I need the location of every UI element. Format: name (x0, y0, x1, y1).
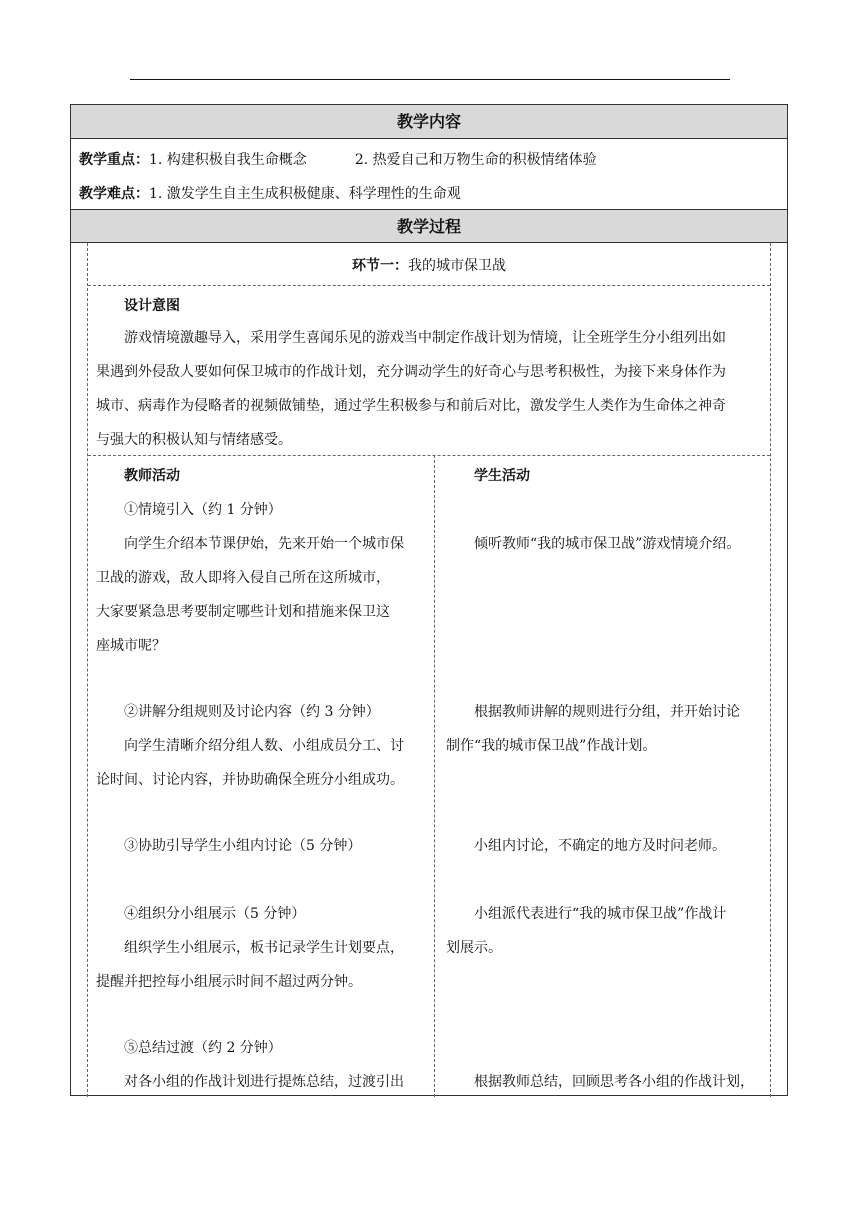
design-intent-title: 设计意图 (124, 298, 180, 314)
section-label: 环节一： (352, 258, 408, 274)
lesson-table (70, 104, 788, 1096)
key-point-1: 1. 构建积极自我生命概念 (149, 152, 307, 168)
student-step-line: 制作“我的城市保卫战”作战计划。 (446, 738, 657, 754)
section-title (88, 255, 770, 275)
design-intent-line: 与强大的积极认知与情绪感受。 (96, 432, 292, 448)
student-step-line: 小组内讨论，不确定的地方及时问老师。 (474, 838, 726, 854)
process-header: 教学过程 (71, 209, 787, 243)
teacher-step-line: 向学生介绍本节课伊始，先来开始一个城市保 (124, 536, 404, 552)
teacher-step-line: 组织学生小组展示，板书记录学生计划要点， (124, 940, 404, 956)
student-activity-header: 学生活动 (474, 468, 530, 484)
teacher-step-title: ④组织分小组展示（5 分钟） (124, 906, 306, 922)
teacher-step-line: 对各小组的作战计划进行提炼总结，过渡引出 (124, 1074, 404, 1090)
divider (88, 455, 770, 456)
difficulties-label: 教学难点： (79, 186, 149, 202)
divider (88, 285, 770, 286)
teacher-step-title: ②讲解分组规则及讨论内容（约 3 分钟） (124, 704, 380, 720)
teacher-step-line: 座城市呢？ (96, 638, 166, 654)
difficulties-row (79, 183, 461, 203)
teacher-step-line: 向学生清晰介绍分组人数、小组成员分工、讨 (124, 738, 404, 754)
process-box (87, 243, 771, 1097)
key-points-label: 教学重点： (79, 152, 149, 168)
header-rule (130, 79, 730, 80)
teacher-step-title: ③协助引导学生小组内讨论（5 分钟） (124, 838, 362, 854)
teacher-step-line: 提醒并把控每小组展示时间不超过两分钟。 (96, 974, 362, 990)
student-step-line: 划展示。 (446, 940, 502, 956)
design-intent-line: 果遇到外侵敌人要如何保卫城市的作战计划，充分调动学生的好奇心与思考积极性，为接下来身体作为 (96, 364, 726, 380)
teacher-step-line: 大家要紧急思考要制定哪些计划和措施来保卫这 (96, 604, 390, 620)
key-point-2: 2. 热爱自己和万物生命的积极情绪体验 (354, 152, 597, 168)
teacher-activity-header: 教师活动 (124, 468, 180, 484)
teacher-step-title: ⑤总结过渡（约 2 分钟） (124, 1040, 282, 1056)
design-intent-line: 游戏情境激趣导入，采用学生喜闻乐见的游戏当中制定作战计划为情境，让全班学生分小组列出如 (124, 330, 726, 346)
student-step-line: 倾听教师“我的城市保卫战”游戏情境介绍。 (474, 536, 741, 552)
teacher-step-title: ①情境引入（约 1 分钟） (124, 502, 282, 518)
content-header: 教学内容 (71, 105, 787, 139)
teacher-step-line: 卫战的游戏，敌人即将入侵自己所在这所城市， (96, 570, 390, 586)
student-step-line: 小组派代表进行“我的城市保卫战”作战计 (474, 906, 727, 922)
teacher-step-line: 论时间、讨论内容，并协助确保全班分小组成功。 (96, 772, 404, 788)
student-step-line: 根据教师讲解的规则进行分组，并开始讨论 (474, 704, 740, 720)
column-divider (434, 455, 435, 1097)
difficulty-1: 1. 激发学生自主生成积极健康、科学理性的生命观 (149, 186, 461, 202)
student-step-line: 根据教师总结，回顾思考各小组的作战计划， (474, 1074, 754, 1090)
section-name: 我的城市保卫战 (408, 258, 506, 274)
design-intent-line: 城市、病毒作为侵略者的视频做铺垫，通过学生积极参与和前后对比，激发学生人类作为生命体之神奇 (96, 398, 726, 414)
key-points-row (79, 149, 597, 169)
